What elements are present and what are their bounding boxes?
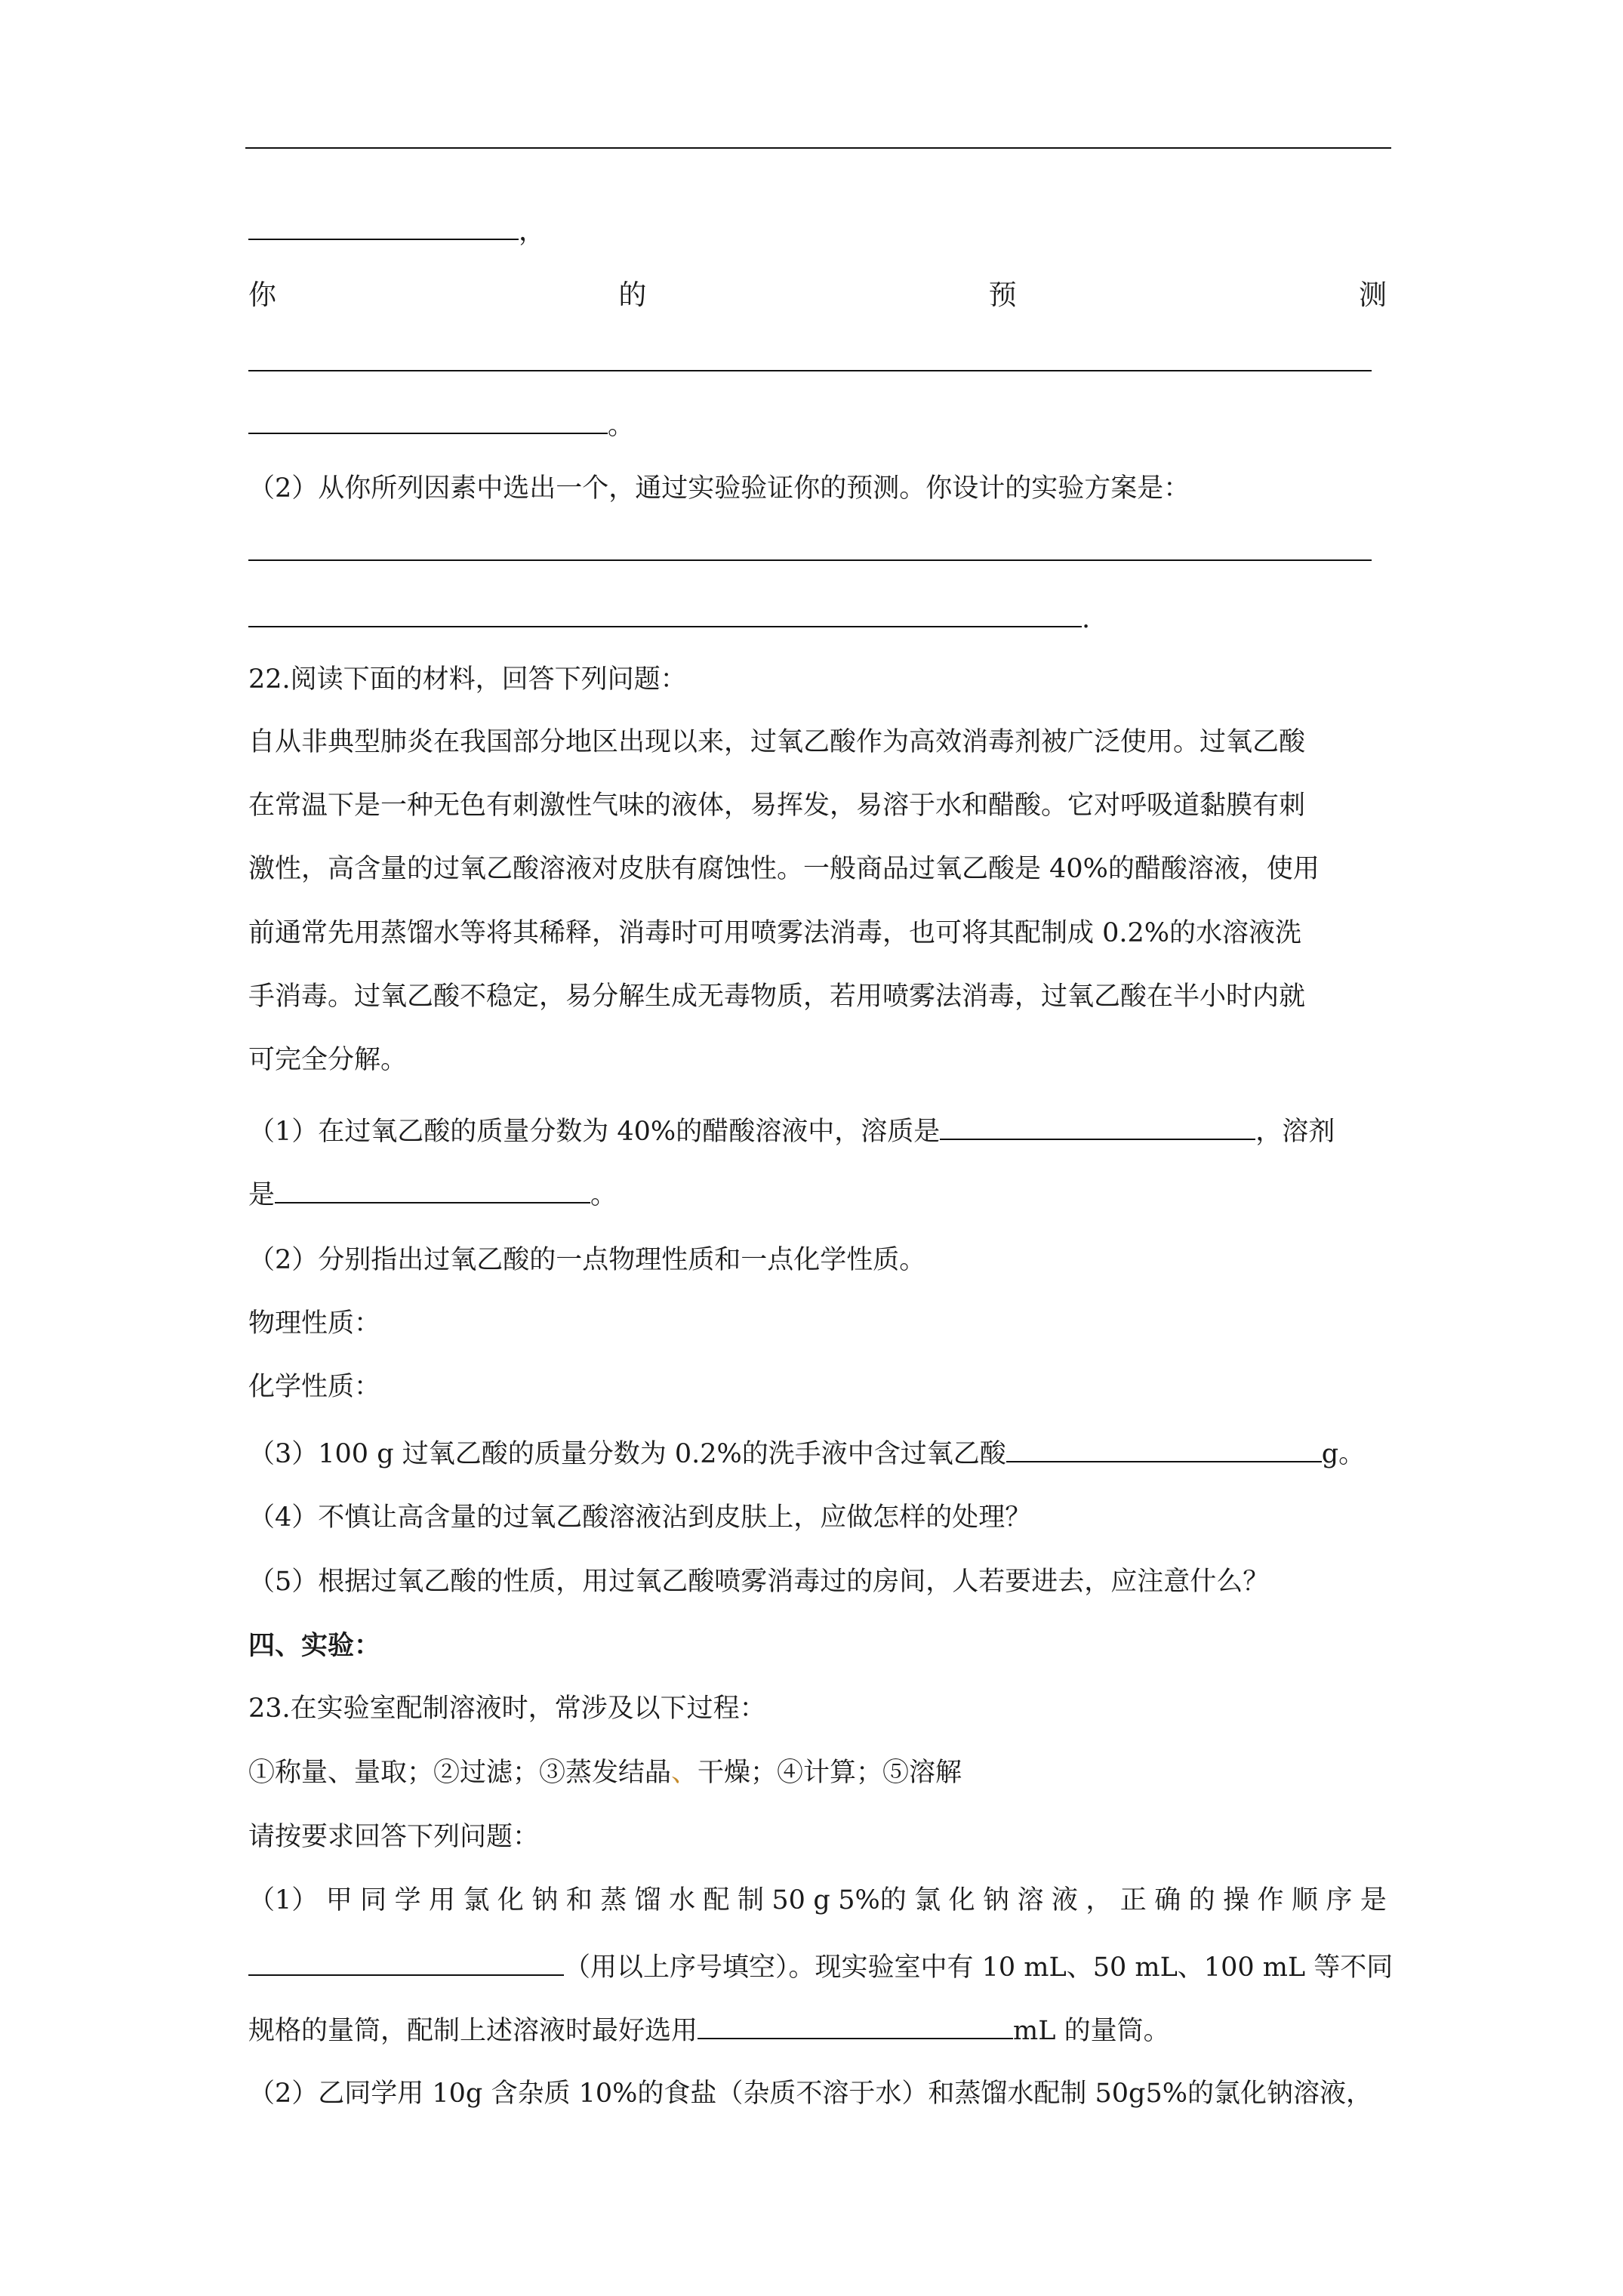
q22-part2: （2）分别指出过氧乙酸的一点物理性质和一点化学性质。 xyxy=(248,1245,926,1275)
q23-part1-char: 作 xyxy=(1257,1885,1284,1915)
q23-part1-char: 氯 xyxy=(914,1885,941,1915)
q23-part1-char: g xyxy=(813,1885,830,1915)
answer-line xyxy=(248,370,1372,371)
q22-part1-text: （1）在过氧乙酸的质量分数为 40%的醋酸溶液中，溶质是 xyxy=(248,1117,941,1147)
q22-part1-cont xyxy=(248,1176,617,1212)
q23-part1-char: 学 xyxy=(394,1885,421,1915)
q23-part1-char: 液 xyxy=(1051,1885,1078,1915)
q23-part1-char: 用 xyxy=(429,1885,456,1915)
q22-paragraph-line: 在常温下是一种无色有刺激性气味的液体，易挥发，易溶于水和醋酸。它对呼吸道黏膜有刺 xyxy=(248,791,1306,821)
q21-blank-line-2 xyxy=(248,407,634,442)
q21-part2: （2）从你所列因素中选出一个，通过实验验证你的预测。你设计的实验方案是： xyxy=(248,473,1190,504)
q22-paragraph-line: 激性，高含量的过氧乙酸溶液对皮肤有腐蚀性。一般商品过氧乙酸是 40%的醋酸溶液，使用 xyxy=(248,854,1320,884)
q23-steps xyxy=(248,1756,962,1789)
q23-part1-char: 水 xyxy=(669,1885,696,1915)
q23-part1-char: 顺 xyxy=(1291,1885,1318,1915)
answer-blank[interactable] xyxy=(248,1949,564,1976)
q23-instruction: 请按要求回答下列问题： xyxy=(248,1822,540,1852)
q23-part1-char: 正 xyxy=(1119,1885,1147,1915)
chemical-property-label: 化学性质： xyxy=(248,1372,381,1402)
q23-part1-char: ， xyxy=(1086,1885,1113,1915)
q23-title: 23.在实验室配制溶液时，常涉及以下过程： xyxy=(248,1693,766,1724)
q23-part1-char: 和 xyxy=(565,1885,593,1915)
q23-steps-separator: 、 xyxy=(671,1758,698,1788)
q23-part2: （2）乙同学用 10g 含杂质 10%的食盐（杂质不溶于水）和蒸馏水配制 50g5%的氯化钠溶液， xyxy=(248,2079,1372,2109)
answer-line xyxy=(248,559,1372,561)
answer-blank[interactable] xyxy=(248,600,1082,627)
q23-steps-text-2: 干燥；④计算；⑤溶解 xyxy=(698,1758,962,1788)
prediction-char: 的 xyxy=(618,279,647,311)
q22-part1 xyxy=(248,1113,1335,1148)
q22-part3 xyxy=(248,1435,1365,1471)
q22-paragraph-line: 可完全分解。 xyxy=(248,1045,408,1075)
q23-part1-char: 甲 xyxy=(325,1885,353,1915)
q23-part1-char: 同 xyxy=(360,1885,387,1915)
answer-blank[interactable] xyxy=(248,407,608,434)
q23-part1-cont-2 xyxy=(248,2012,1170,2048)
q23-part1-char: 50 xyxy=(771,1885,805,1915)
q21-blank-line xyxy=(248,213,545,248)
answer-blank[interactable] xyxy=(248,213,519,240)
q22-part1-is: 是 xyxy=(248,1180,276,1210)
q22-part5: （5）根据过氧乙酸的性质，用过氧乙酸喷雾消毒过的房间，人若要进去，应注意什么？ xyxy=(248,1567,1270,1597)
q21-prediction-label xyxy=(248,279,1387,312)
q22-paragraph-line: 自从非典型肺炎在我国部分地区出现以来，过氧乙酸作为高效消毒剂被广泛使用。过氧乙酸 xyxy=(248,727,1306,757)
q21-final-period: . xyxy=(1082,604,1091,634)
q23-part1-char: 钠 xyxy=(983,1885,1010,1915)
q23-part1-char: 5%的 xyxy=(838,1885,907,1915)
q23-part1-text-2: 规格的量筒，配制上述溶液时最好选用 xyxy=(248,2016,698,2046)
q21-comma: ， xyxy=(519,217,546,247)
q23-part1-char: 化 xyxy=(948,1885,975,1915)
q22-part3-unit: g。 xyxy=(1321,1439,1366,1469)
answer-blank[interactable] xyxy=(698,2012,1013,2039)
q23-part1-char: 确 xyxy=(1154,1885,1181,1915)
q22-paragraph-line: 手消毒。过氧乙酸不稳定，易分解生成无毒物质，若用喷雾法消毒，过氧乙酸在半小时内就 xyxy=(248,982,1306,1012)
q23-part1-char: 制 xyxy=(737,1885,764,1915)
q23-part1-line xyxy=(248,1884,1387,1917)
prediction-char: 预 xyxy=(988,279,1017,311)
q23-part1-char: 操 xyxy=(1223,1885,1250,1915)
answer-blank[interactable] xyxy=(940,1113,1255,1140)
q23-part1-char: 化 xyxy=(497,1885,524,1915)
answer-blank[interactable] xyxy=(1006,1435,1322,1462)
answer-blank[interactable] xyxy=(275,1176,590,1203)
section-heading: 四、实验： xyxy=(248,1630,381,1661)
answer-line xyxy=(245,147,1391,149)
q23-part1-text: （用以上序号填空）。现实验室中有 10 mL、50 mL、100 mL 等不同 xyxy=(564,1952,1394,1983)
q23-part1-char: 馏 xyxy=(634,1885,661,1915)
prediction-char: 你 xyxy=(248,279,276,311)
prediction-char: 测 xyxy=(1358,279,1387,311)
q23-part1-char: 溶 xyxy=(1017,1885,1044,1915)
q21-period: 。 xyxy=(608,411,635,441)
physical-property-label: 物理性质： xyxy=(248,1308,381,1339)
q22-part3-text: （3）100 g 过氧乙酸的质量分数为 0.2%的洗手液中含过氧乙酸 xyxy=(248,1439,1006,1469)
q22-title: 22.阅读下面的材料，回答下列问题： xyxy=(248,664,687,695)
q23-part1-char: 氯 xyxy=(463,1885,490,1915)
q23-part1-char: 是 xyxy=(1360,1885,1387,1915)
q22-part1-period: 。 xyxy=(590,1180,617,1210)
q22-part4: （4）不慎让高含量的过氧乙酸溶液沾到皮肤上，应做怎样的处理？ xyxy=(248,1502,1032,1533)
q23-part1-unit: mL 的量筒。 xyxy=(1013,2016,1170,2046)
q23-part1-char: （1） xyxy=(248,1885,319,1915)
q22-part1-solvent: ，溶剂 xyxy=(1255,1117,1335,1147)
q23-steps-text: ①称量、量取；②过滤；③蒸发结晶 xyxy=(248,1758,672,1788)
q23-part1-char: 配 xyxy=(703,1885,730,1915)
q21-final-line xyxy=(248,600,1090,636)
q23-part1-char: 蒸 xyxy=(600,1885,627,1915)
q23-part1-char: 的 xyxy=(1188,1885,1215,1915)
q23-part1-char: 钠 xyxy=(531,1885,559,1915)
q23-part1-char: 序 xyxy=(1326,1885,1353,1915)
q22-paragraph-line: 前通常先用蒸馏水等将其稀释，消毒时可用喷雾法消毒，也可将其配制成 0.2%的水溶液洗 xyxy=(248,918,1302,948)
q23-part1-cont xyxy=(248,1949,1393,1984)
